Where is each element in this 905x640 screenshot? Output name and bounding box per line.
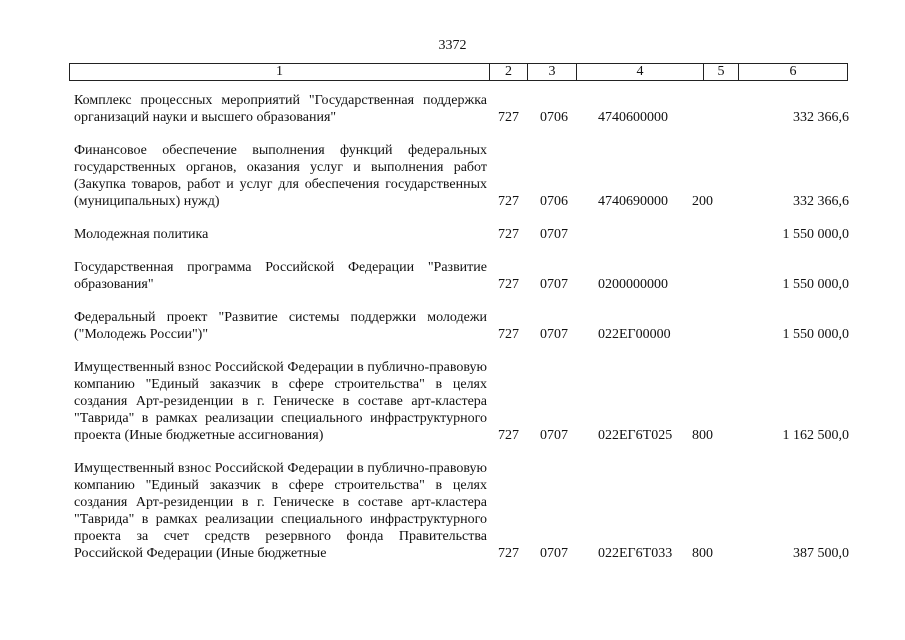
expense-type-code: 800 — [692, 428, 713, 443]
table-row — [74, 259, 849, 293]
section-code: 0707 — [540, 428, 568, 443]
section-code: 0706 — [540, 194, 568, 209]
amount: 387 500,0 — [793, 546, 849, 561]
table-row — [74, 309, 849, 343]
row-description: Финансовое обеспечение выполнения функций федеральных государственных органов, оказания услуг и выполнения работ (Закупка товаров, работ и услуг для обеспечения государственных (муниципальных) нужд) — [74, 143, 487, 209]
amount: 1 550 000,0 — [782, 277, 849, 292]
target-code: 4740600000 — [598, 110, 668, 125]
row-description: Молодежная политика — [74, 227, 209, 242]
table-row — [74, 92, 849, 126]
header-col-1: 1 — [276, 64, 283, 79]
amount: 332 366,6 — [793, 110, 849, 125]
ministry-code: 727 — [498, 546, 519, 561]
page-number: 3372 — [438, 38, 467, 53]
table-row — [74, 226, 849, 243]
row-description: Имущественный взнос Российской Федерации в публично-правовую компанию "Единый заказчик в сфере строительства" в целях создания Арт-резиденции в г. Геническе в составе арт-кластера "Таврида" в рамках реализации специального инфраструктурного проекта за счет средств резервного фонда Правительства Российской Федерации (Иные бюджетные — [74, 461, 487, 561]
table-header — [69, 63, 848, 81]
header-col-4: 4 — [576, 64, 703, 80]
ministry-code: 727 — [498, 227, 519, 242]
header-col-6: 6 — [738, 64, 847, 80]
target-code: 022ЕГ6Т025 — [598, 428, 673, 443]
row-description: Имущественный взнос Российской Федерации в публично-правовую компанию "Единый заказчик в сфере строительства" в целях создания Арт-резиденции в г. Геническе в составе арт-кластера "Таврида" в рамках реализации специального инфраструктурного проекта (Иные бюджетные ассигнования) — [74, 360, 487, 443]
budget-table-body — [74, 92, 849, 578]
amount: 1 550 000,0 — [782, 227, 849, 242]
header-col-3: 3 — [527, 64, 576, 80]
amount: 332 366,6 — [793, 194, 849, 209]
section-code: 0706 — [540, 110, 568, 125]
table-row — [74, 460, 849, 562]
row-description: Федеральный проект "Развитие системы поддержки молодежи ("Молодежь России")" — [74, 310, 487, 342]
amount: 1 550 000,0 — [782, 327, 849, 342]
section-code: 0707 — [540, 546, 568, 561]
table-row — [74, 359, 849, 444]
section-code: 0707 — [540, 227, 568, 242]
target-code: 022ЕГ6Т033 — [598, 546, 673, 561]
section-code: 0707 — [540, 327, 568, 342]
section-code: 0707 — [540, 277, 568, 292]
ministry-code: 727 — [498, 194, 519, 209]
target-code: 0200000000 — [598, 277, 668, 292]
target-code: 4740690000 — [598, 194, 668, 209]
ministry-code: 727 — [498, 327, 519, 342]
header-col-5: 5 — [703, 64, 738, 80]
row-description: Государственная программа Российской Федерации "Развитие образования" — [74, 260, 487, 292]
amount: 1 162 500,0 — [782, 428, 849, 443]
ministry-code: 727 — [498, 428, 519, 443]
header-col-2: 2 — [489, 64, 527, 80]
target-code: 022ЕГ00000 — [598, 327, 671, 342]
expense-type-code: 200 — [692, 194, 713, 209]
expense-type-code: 800 — [692, 546, 713, 561]
row-description: Комплекс процессных мероприятий "Государственная поддержка организаций науки и высшего образования" — [74, 93, 487, 125]
table-row — [74, 142, 849, 210]
ministry-code: 727 — [498, 277, 519, 292]
ministry-code: 727 — [498, 110, 519, 125]
